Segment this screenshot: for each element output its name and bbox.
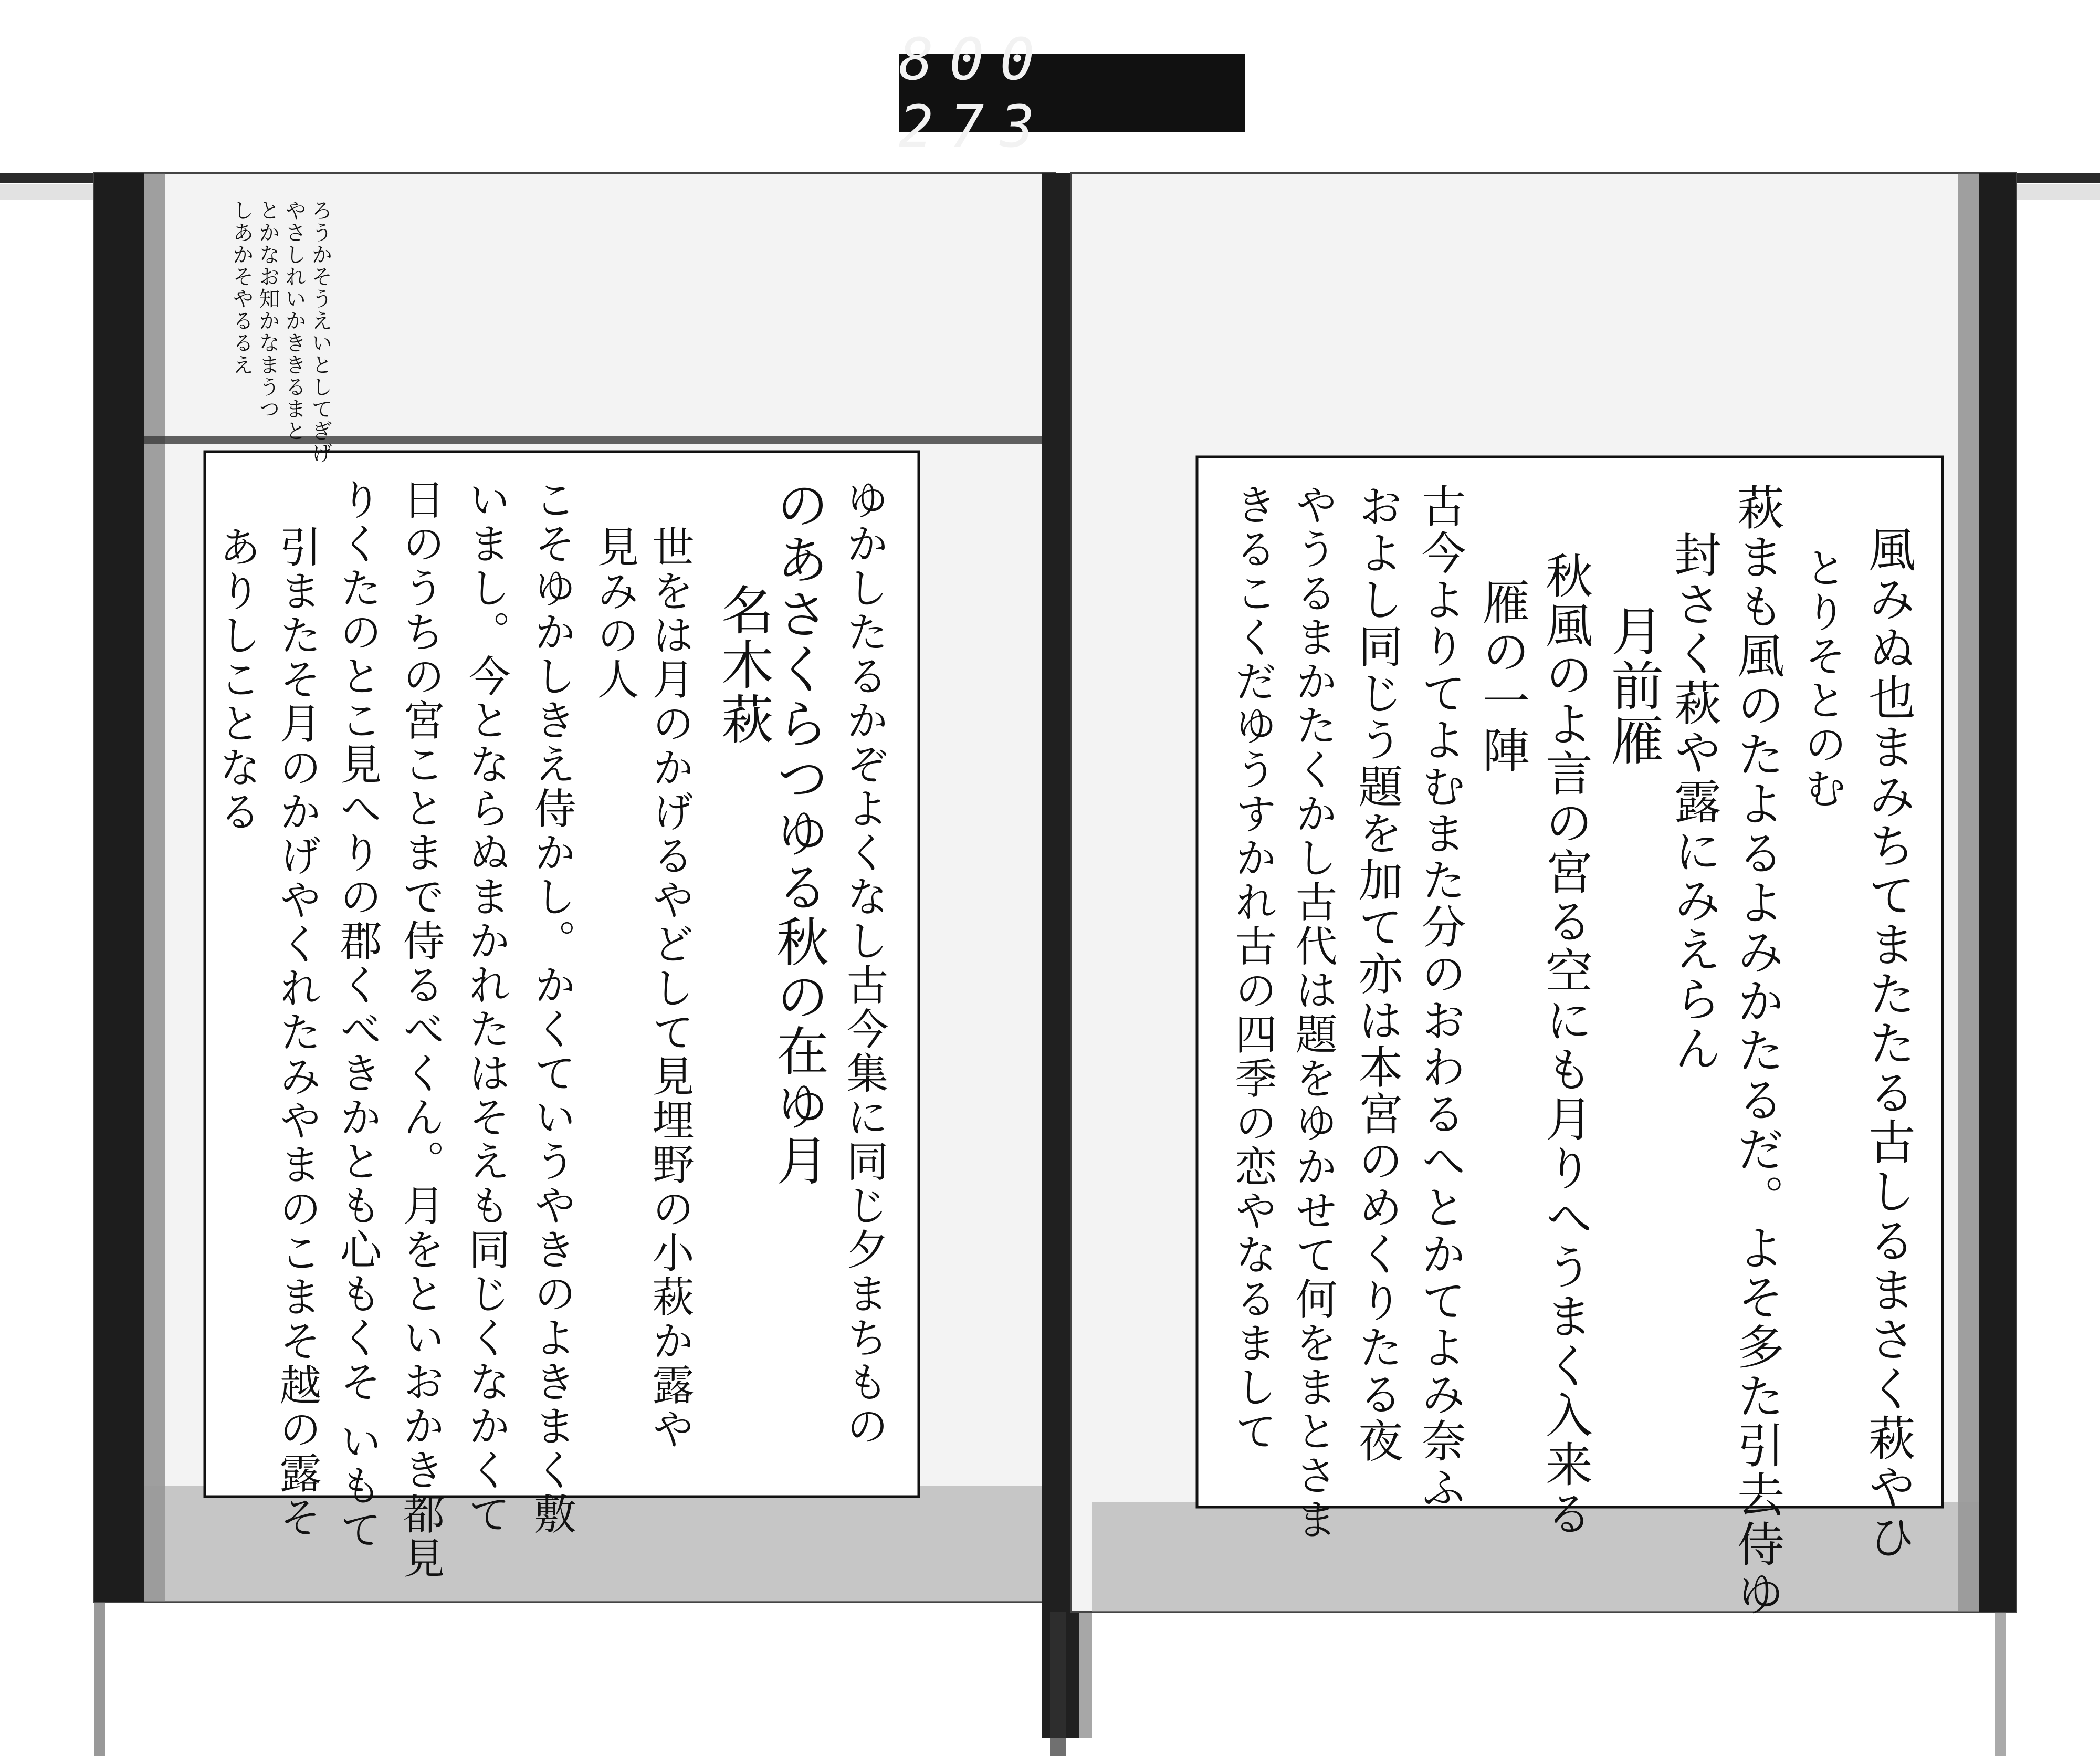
right-column: 秋風のよ言の宮る空にも月りへうまく入来る xyxy=(1537,551,1592,1539)
right-column: 萩まも風のたよるよみかたるだ。よそ多た引去侍ゆ xyxy=(1729,483,1784,1618)
right-column: 雁の一陣 xyxy=(1474,578,1529,775)
right-column: 封さく萩や露にみえらん xyxy=(1666,530,1721,1073)
left-column: こそゆかしきえ侍かし。かくていうやきのよきまく敷 xyxy=(527,478,576,1537)
left-column: いまし。今とならぬまかれたはそえも同じくなかくて xyxy=(461,478,510,1537)
right-column: およし同じう題を加て亦は本宮のめくりたる夜 xyxy=(1351,483,1403,1465)
right-column: とりそとのむ xyxy=(1798,546,1846,811)
left-column: 見みの人 xyxy=(590,525,639,702)
left-page-edge xyxy=(94,173,144,1602)
right-column: きるこくだゆうすかれ古の四季の恋やなるまして xyxy=(1228,483,1277,1454)
left-column: ありしことなる xyxy=(212,525,261,834)
left-column: のあさくらつゆる秋の在ゆ月 xyxy=(768,478,829,1188)
right-column: 古今よりてよむまた分のおわるへとかてよみ奈ふ xyxy=(1414,483,1466,1511)
right-page-footer-band xyxy=(1092,1502,1979,1612)
left-column: りくたのとこ見へりの郡くべきかとも心もくそ いもて xyxy=(333,478,382,1552)
left-page-header-band xyxy=(144,436,1055,444)
left-column: ゆかしたるかぞよくなし古今集に同じ夕まちもの xyxy=(839,478,888,1448)
left-note-line: しあかそやるるえ xyxy=(229,200,254,376)
left-column: 日のうちの宮ことまで侍るべくん。月をといおかき都見 xyxy=(396,478,445,1581)
left-note-line: ろうかそうえいとしてぎげ xyxy=(308,200,332,464)
frame-counter-label: 800 273 xyxy=(899,54,1245,132)
right-page-edge xyxy=(1979,173,2016,1612)
right-column: 風みぬ也まみちてまたたる古しるまさく萩やひ xyxy=(1860,525,1915,1562)
left-column: 名木萩 xyxy=(712,583,774,747)
left-column: 引またそ月のかげやくれたみやまのこまそ越の露そ xyxy=(272,525,321,1540)
right-column: やうるまかたくかし古代は題をゆかせて何をまとさま xyxy=(1288,483,1337,1542)
left-column: 世をは月のかげるやどして見埋野の小萩か露や xyxy=(645,525,694,1451)
right-column: 月前雁 xyxy=(1602,604,1664,768)
left-note-line: やさしれいかききるまと xyxy=(282,200,306,442)
left-note-line: とかなお知かなまうつ xyxy=(256,200,280,420)
